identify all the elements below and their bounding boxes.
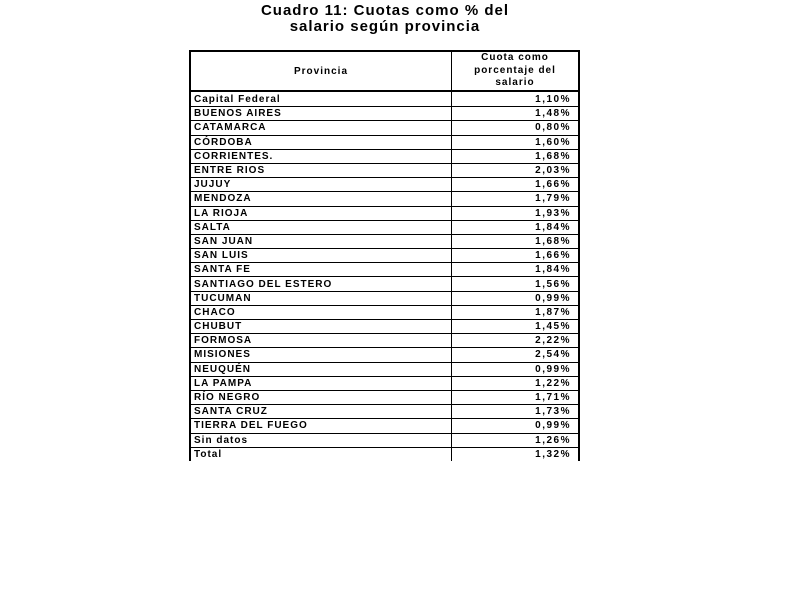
province-cell: SANTA FE <box>191 263 452 276</box>
value-cell: 1,66% <box>535 250 571 262</box>
value-cell: 1,45% <box>535 321 571 333</box>
value-cell: 0,99% <box>535 292 571 304</box>
province-cell: CORRIENTES. <box>191 150 452 163</box>
value-cell: 1,93% <box>535 207 571 219</box>
value-cell: 1,73% <box>535 406 571 418</box>
value-cell: 1,32% <box>535 448 571 460</box>
province-cell: CHUBUT <box>191 320 452 333</box>
table-row <box>191 149 578 163</box>
table-row <box>191 206 578 220</box>
province-cell: Sin datos <box>191 434 452 447</box>
table-header-row <box>191 52 578 92</box>
table-title-line2: salario según provincia <box>289 17 481 35</box>
table-row <box>191 333 578 347</box>
table-row <box>191 163 578 177</box>
province-cell: Capital Federal <box>191 92 452 106</box>
table-row <box>191 262 578 276</box>
value-cell: 1,66% <box>535 179 571 191</box>
table-row <box>191 305 578 319</box>
value-cell: 1,87% <box>535 306 571 318</box>
table-row <box>191 433 578 447</box>
table-title <box>150 3 620 34</box>
header-cuota <box>452 52 578 90</box>
value-cell: 1,26% <box>535 434 571 446</box>
value-cell: 2,54% <box>535 349 571 361</box>
table-row <box>191 404 578 418</box>
table-body <box>191 92 578 461</box>
province-cell: RÍO NEGRO <box>191 391 452 404</box>
table-row <box>191 106 578 120</box>
province-cell: NEUQUÉN <box>191 363 452 376</box>
table-row <box>191 347 578 361</box>
value-cell: 2,22% <box>535 335 571 347</box>
province-cell: CATAMARCA <box>191 121 452 134</box>
province-cell: MENDOZA <box>191 192 452 205</box>
value-cell: 1,60% <box>535 136 571 148</box>
value-cell: 1,79% <box>535 193 571 205</box>
province-cell: JUJUY <box>191 178 452 191</box>
table-row <box>191 135 578 149</box>
value-cell: 1,68% <box>535 235 571 247</box>
value-cell: 1,22% <box>535 377 571 389</box>
province-cell: MISIONES <box>191 348 452 361</box>
table-row <box>191 418 578 432</box>
value-cell: 0,99% <box>535 420 571 432</box>
province-cell: SAN LUIS <box>191 249 452 262</box>
table-row <box>191 177 578 191</box>
value-cell: 0,99% <box>535 363 571 375</box>
table-row <box>191 291 578 305</box>
table-title-line1: Cuadro 11: Cuotas como % del <box>260 2 510 19</box>
province-cell: TIERRA DEL FUEGO <box>191 419 452 432</box>
province-cell: SANTIAGO DEL ESTERO <box>191 277 452 290</box>
table-row <box>191 220 578 234</box>
data-table <box>189 50 580 461</box>
province-cell: SALTA <box>191 221 452 234</box>
province-cell: FORMOSA <box>191 334 452 347</box>
value-cell: 0,80% <box>535 122 571 134</box>
table-row <box>191 376 578 390</box>
value-cell: 1,10% <box>535 93 571 105</box>
value-cell: 1,48% <box>535 108 571 120</box>
value-cell: 1,71% <box>535 392 571 404</box>
table-row <box>191 248 578 262</box>
table-row <box>191 120 578 134</box>
province-cell: SAN JUAN <box>191 235 452 248</box>
value-cell: 1,68% <box>535 150 571 162</box>
table-row <box>191 319 578 333</box>
province-cell: SANTA CRUZ <box>191 405 452 418</box>
value-cell: 2,03% <box>535 165 571 177</box>
table-row <box>191 276 578 290</box>
table-row <box>191 362 578 376</box>
header-cuota-line3: salario <box>495 77 535 89</box>
province-cell: Total <box>191 448 452 461</box>
table-row <box>191 234 578 248</box>
province-cell: ENTRE RIOS <box>191 164 452 177</box>
table-row <box>191 191 578 205</box>
province-cell: LA PAMPA <box>191 377 452 390</box>
header-cuota-line2: porcentaje del <box>474 64 556 76</box>
table-row <box>191 447 578 461</box>
table-row <box>191 92 578 106</box>
header-provincia: Provincia <box>191 52 452 90</box>
value-cell: 1,56% <box>535 278 571 290</box>
province-cell: TUCUMAN <box>191 292 452 305</box>
province-cell: BUENOS AIRES <box>191 107 452 120</box>
province-cell: LA RIOJA <box>191 207 452 220</box>
table-row <box>191 390 578 404</box>
value-cell: 1,84% <box>535 221 571 233</box>
province-cell: CHACO <box>191 306 452 319</box>
province-cell: CÓRDOBA <box>191 136 452 149</box>
header-cuota-line1: Cuota como <box>481 52 549 64</box>
value-cell: 1,84% <box>535 264 571 276</box>
